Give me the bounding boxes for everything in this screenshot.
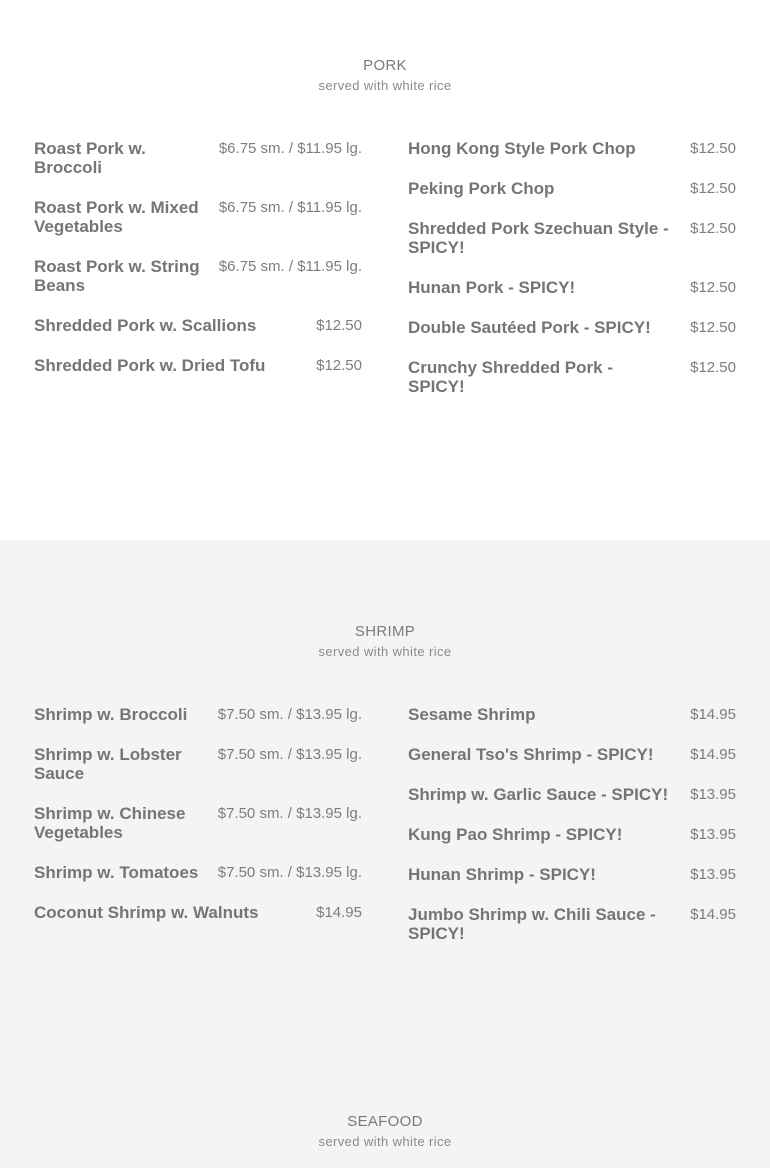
item-name: Shrimp w. Lobster Sauce [34, 745, 182, 783]
item-name: Sesame Shrimp [408, 705, 536, 724]
item-price: $12.50 [690, 319, 736, 336]
pork-subtitle: served with white rice [318, 78, 452, 93]
item-name: Double Sautéed Pork - SPICY! [408, 318, 651, 337]
item-name: Shrimp w. Broccoli [34, 705, 188, 724]
item-price: $14.95 [690, 706, 736, 723]
menu-item[interactable] [408, 865, 736, 884]
item-price: $6.75 sm. / $11.95 lg. [218, 199, 362, 216]
menu-item[interactable] [408, 358, 736, 396]
menu-item[interactable] [34, 705, 362, 724]
menu-item[interactable] [408, 745, 736, 764]
menu-item[interactable] [34, 863, 362, 882]
menu-item[interactable] [34, 903, 362, 922]
item-name: General Tso's Shrimp - SPICY! [408, 745, 654, 764]
menu-item[interactable] [408, 179, 736, 198]
item-name: Shrimp w. Tomatoes [34, 863, 199, 882]
item-name: Shrimp w. Chinese Vegetables [34, 804, 186, 842]
item-price: $12.50 [690, 279, 736, 296]
seafood-subtitle: served with white rice [318, 1134, 452, 1149]
item-price: $12.50 [690, 140, 736, 157]
item-name: Roast Pork w. Mixed Vegetables [34, 198, 199, 236]
item-price: $12.50 [690, 220, 736, 237]
item-price: $12.50 [690, 180, 736, 197]
item-price: $14.95 [690, 746, 736, 763]
pork-left-column [34, 139, 362, 396]
item-price: $12.50 [316, 317, 362, 334]
item-price: $7.50 sm. / $13.95 lg. [217, 746, 362, 763]
item-name: Crunchy Shredded Pork - SPICY! [408, 358, 613, 396]
menu-item[interactable] [408, 139, 736, 158]
shrimp-left-column [34, 705, 362, 943]
item-price: $12.50 [690, 359, 736, 376]
menu-item[interactable] [408, 318, 736, 337]
item-name: Roast Pork w. Broccoli [34, 139, 146, 177]
menu-item[interactable] [34, 745, 362, 783]
item-price: $6.75 sm. / $11.95 lg. [218, 258, 362, 275]
menu-item[interactable] [34, 316, 362, 335]
item-name: Coconut Shrimp w. Walnuts [34, 903, 259, 922]
shrimp-subtitle: served with white rice [318, 644, 452, 659]
menu-item[interactable] [408, 278, 736, 297]
pork-section [0, 0, 770, 540]
menu-item[interactable] [408, 219, 736, 257]
item-name: Hunan Pork - SPICY! [408, 278, 576, 297]
seafood-title: SEAFOOD [347, 1113, 423, 1130]
item-name: Hunan Shrimp - SPICY! [408, 865, 596, 884]
menu-item[interactable] [408, 785, 736, 804]
item-name: Jumbo Shrimp w. Chili Sauce - SPICY! [408, 905, 656, 943]
menu-item[interactable] [34, 804, 362, 842]
shrimp-right-column [408, 705, 736, 964]
pork-title: PORK [363, 57, 407, 74]
item-price: $13.95 [690, 786, 736, 803]
pork-right-column [408, 139, 736, 417]
item-price: $7.50 sm. / $13.95 lg. [217, 805, 362, 822]
seafood-header [0, 1113, 770, 1151]
item-name: Hong Kong Style Pork Chop [408, 139, 636, 158]
menu-item[interactable] [34, 139, 362, 177]
menu-item[interactable] [408, 825, 736, 844]
item-name: Shrimp w. Garlic Sauce - SPICY! [408, 785, 669, 804]
menu-item[interactable] [408, 705, 736, 724]
item-price: $6.75 sm. / $11.95 lg. [218, 140, 362, 157]
menu-item[interactable] [34, 198, 362, 236]
pork-header [0, 57, 770, 95]
item-price: $7.50 sm. / $13.95 lg. [217, 864, 362, 881]
item-name: Shredded Pork w. Dried Tofu [34, 356, 266, 375]
item-price: $13.95 [690, 826, 736, 843]
menu-item[interactable] [34, 356, 362, 375]
item-price: $12.50 [316, 357, 362, 374]
menu-item[interactable] [34, 257, 362, 295]
item-name: Peking Pork Chop [408, 179, 555, 198]
shrimp-header [0, 623, 770, 661]
item-name: Shredded Pork w. Scallions [34, 316, 257, 335]
shrimp-section [0, 540, 770, 1168]
item-price: $14.95 [690, 906, 736, 923]
menu-item[interactable] [408, 905, 736, 943]
item-price: $14.95 [316, 904, 362, 921]
item-price: $13.95 [690, 866, 736, 883]
item-name: Roast Pork w. String Beans [34, 257, 200, 295]
shrimp-title: SHRIMP [354, 623, 416, 640]
item-name: Kung Pao Shrimp - SPICY! [408, 825, 623, 844]
item-name: Shredded Pork Szechuan Style - SPICY! [408, 219, 669, 257]
item-price: $7.50 sm. / $13.95 lg. [217, 706, 362, 723]
